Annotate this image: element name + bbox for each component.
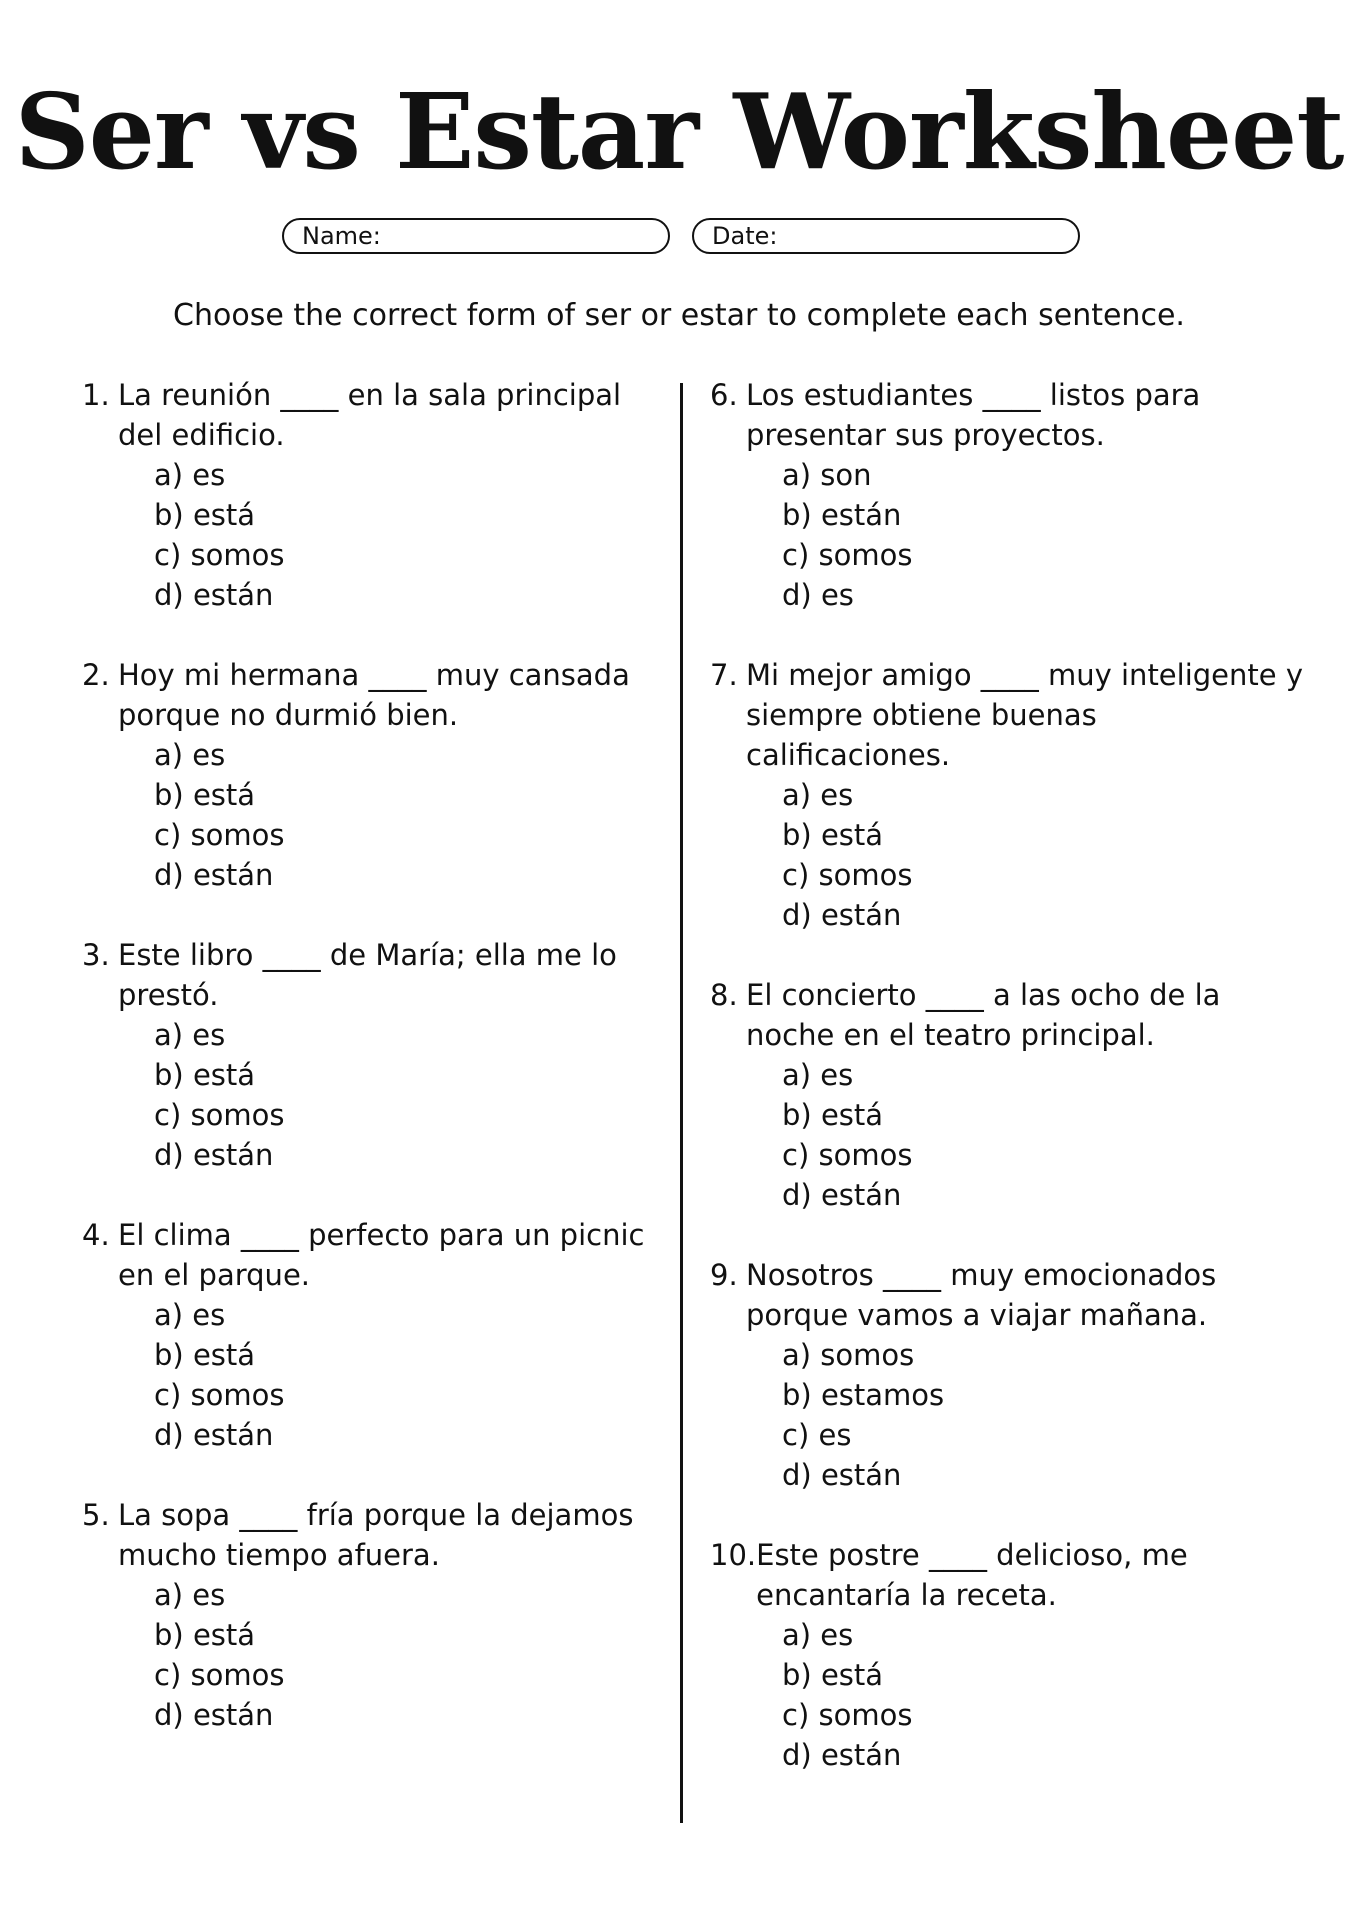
option-b[interactable]: b) está <box>154 1058 256 1092</box>
option-a[interactable]: a) es <box>154 738 226 772</box>
options-list <box>82 1575 657 1735</box>
option-c[interactable]: c) somos <box>782 1138 913 1172</box>
option-d[interactable]: d) están <box>154 578 274 612</box>
instructions: Choose the correct form of ser or estar to complete each sentence. <box>173 298 1185 333</box>
option-d[interactable]: d) es <box>782 578 854 612</box>
question-number: 9. <box>710 1258 738 1292</box>
question-text: La sopa ____ fría porque la dejamos mucho tiempo afuera. <box>118 1498 634 1572</box>
date-field[interactable]: Date: <box>692 218 1080 254</box>
option-a[interactable]: a) es <box>154 1018 226 1052</box>
option-d[interactable]: d) están <box>154 1138 274 1172</box>
column-divider <box>680 383 683 1823</box>
option-c[interactable]: c) somos <box>154 1098 285 1132</box>
question-text: El clima ____ perfecto para un picnic en el parque. <box>118 1218 645 1292</box>
options-list <box>82 455 657 615</box>
question-text: Este libro ____ de María; ella me lo prestó. <box>118 938 617 1012</box>
question-text: Hoy mi hermana ____ muy cansada porque no durmió bien. <box>118 658 630 732</box>
option-b[interactable]: b) está <box>782 1098 884 1132</box>
worksheet-title: Ser vs Estar Worksheet <box>14 70 1344 193</box>
question-text: Mi mejor amigo ____ muy inteligente y siempre obtiene buenas calificaciones. <box>746 658 1303 772</box>
question-text: Este postre ____ delicioso, me encantaría la receta. <box>756 1538 1188 1612</box>
option-d[interactable]: d) están <box>154 858 274 892</box>
option-d[interactable]: d) están <box>782 1458 902 1492</box>
option-a[interactable]: a) son <box>782 458 872 492</box>
question-2 <box>82 655 657 895</box>
question-8 <box>710 975 1310 1215</box>
option-b[interactable]: b) está <box>154 778 256 812</box>
option-b[interactable]: b) está <box>782 818 884 852</box>
question-text: Nosotros ____ muy emocionados porque vamos a viajar mañana. <box>746 1258 1217 1332</box>
question-number: 6. <box>710 378 738 412</box>
options-list <box>710 455 1310 615</box>
option-d[interactable]: d) están <box>154 1418 274 1452</box>
student-fields <box>282 218 1082 260</box>
option-b[interactable]: b) está <box>154 498 256 532</box>
option-b[interactable]: b) está <box>154 1618 256 1652</box>
option-a[interactable]: a) es <box>782 1618 854 1652</box>
question-text: El concierto ____ a las ocho de la noche en el teatro principal. <box>746 978 1221 1052</box>
question-6 <box>710 375 1310 615</box>
option-c[interactable]: c) somos <box>154 1658 285 1692</box>
option-b[interactable]: b) está <box>782 1658 884 1692</box>
question-number: 3. <box>82 938 110 972</box>
question-4 <box>82 1215 657 1455</box>
option-a[interactable]: a) es <box>782 1058 854 1092</box>
question-number: 5. <box>82 1498 110 1532</box>
question-number: 7. <box>710 658 738 692</box>
question-number: 4. <box>82 1218 110 1252</box>
option-a[interactable]: a) somos <box>782 1338 915 1372</box>
option-d[interactable]: d) están <box>782 1178 902 1212</box>
question-number: 1. <box>82 378 110 412</box>
question-text: Los estudiantes ____ listos para presentar sus proyectos. <box>746 378 1201 452</box>
option-b[interactable]: b) está <box>154 1338 256 1372</box>
right-column <box>710 375 1310 1775</box>
option-d[interactable]: d) están <box>782 898 902 932</box>
options-list <box>710 1335 1310 1495</box>
question-5 <box>82 1495 657 1735</box>
option-c[interactable]: c) somos <box>154 1378 285 1412</box>
option-b[interactable]: b) estamos <box>782 1378 945 1412</box>
option-c[interactable]: c) es <box>782 1418 852 1452</box>
options-list <box>710 1615 1310 1775</box>
name-field[interactable]: Name: <box>282 218 670 254</box>
question-number: 10. <box>710 1538 757 1572</box>
option-c[interactable]: c) somos <box>782 1698 913 1732</box>
left-column <box>82 375 657 1735</box>
option-a[interactable]: a) es <box>782 778 854 812</box>
question-text: La reunión ____ en la sala principal del edificio. <box>118 378 622 452</box>
option-d[interactable]: d) están <box>782 1738 902 1772</box>
options-list <box>82 735 657 895</box>
option-c[interactable]: c) somos <box>782 858 913 892</box>
question-number: 2. <box>82 658 110 692</box>
options-list <box>710 1055 1310 1215</box>
option-a[interactable]: a) es <box>154 458 226 492</box>
option-b[interactable]: b) están <box>782 498 902 532</box>
option-c[interactable]: c) somos <box>154 538 285 572</box>
question-3 <box>82 935 657 1175</box>
question-number: 8. <box>710 978 738 1012</box>
option-c[interactable]: c) somos <box>154 818 285 852</box>
option-a[interactable]: a) es <box>154 1578 226 1612</box>
question-10 <box>710 1535 1310 1775</box>
question-9 <box>710 1255 1310 1495</box>
question-1 <box>82 375 657 615</box>
options-list <box>82 1295 657 1455</box>
question-7 <box>710 655 1310 935</box>
option-c[interactable]: c) somos <box>782 538 913 572</box>
option-d[interactable]: d) están <box>154 1698 274 1732</box>
option-a[interactable]: a) es <box>154 1298 226 1332</box>
options-list <box>82 1015 657 1175</box>
options-list <box>710 775 1310 935</box>
